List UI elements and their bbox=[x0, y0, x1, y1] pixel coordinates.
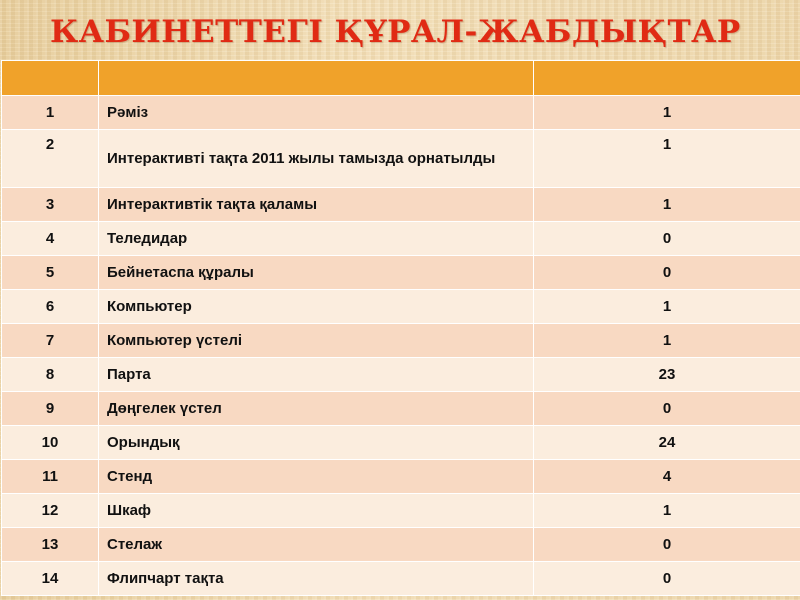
table-row bbox=[2, 426, 800, 460]
item-name: Шкаф bbox=[99, 494, 534, 528]
table-row bbox=[2, 130, 800, 188]
item-name: Рәміз bbox=[99, 96, 534, 130]
table-row bbox=[2, 256, 800, 290]
item-name: Стелаж bbox=[99, 528, 534, 562]
row-number: 7 bbox=[2, 324, 99, 358]
item-name: Стенд bbox=[99, 460, 534, 494]
table-row bbox=[2, 392, 800, 426]
row-number: 4 bbox=[2, 222, 99, 256]
item-name: Интерактивтік тақта қаламы bbox=[99, 188, 534, 222]
header-cell-number bbox=[2, 61, 99, 96]
equipment-table bbox=[1, 60, 800, 596]
item-name: Дөңгелек үстел bbox=[99, 392, 534, 426]
item-name: Теледидар bbox=[99, 222, 534, 256]
row-number: 12 bbox=[2, 494, 99, 528]
item-name: Бейнетаспа құралы bbox=[99, 256, 534, 290]
item-quantity: 1 bbox=[534, 188, 800, 222]
row-number: 3 bbox=[2, 188, 99, 222]
row-number: 5 bbox=[2, 256, 99, 290]
item-quantity: 23 bbox=[534, 358, 800, 392]
table-row bbox=[2, 290, 800, 324]
table-row bbox=[2, 324, 800, 358]
item-quantity: 0 bbox=[534, 256, 800, 290]
item-quantity: 1 bbox=[534, 290, 800, 324]
item-quantity: 1 bbox=[534, 130, 800, 188]
row-number: 13 bbox=[2, 528, 99, 562]
item-quantity: 4 bbox=[534, 460, 800, 494]
item-name: Компьютер bbox=[99, 290, 534, 324]
item-quantity: 24 bbox=[534, 426, 800, 460]
table-row bbox=[2, 188, 800, 222]
header-cell-quantity bbox=[534, 61, 800, 96]
row-number: 10 bbox=[2, 426, 99, 460]
item-quantity: 0 bbox=[534, 528, 800, 562]
table-row bbox=[2, 562, 800, 596]
row-number: 8 bbox=[2, 358, 99, 392]
item-name: Парта bbox=[99, 358, 534, 392]
row-number: 1 bbox=[2, 96, 99, 130]
table-row bbox=[2, 528, 800, 562]
item-quantity: 0 bbox=[534, 392, 800, 426]
item-quantity: 0 bbox=[534, 562, 800, 596]
table-row bbox=[2, 222, 800, 256]
table-row bbox=[2, 96, 800, 130]
item-name: Орындық bbox=[99, 426, 534, 460]
table-row bbox=[2, 358, 800, 392]
item-quantity: 1 bbox=[534, 96, 800, 130]
header-cell-name bbox=[99, 61, 534, 96]
row-number: 2 bbox=[2, 130, 99, 188]
item-quantity: 1 bbox=[534, 494, 800, 528]
row-number: 6 bbox=[2, 290, 99, 324]
table-header-row bbox=[2, 61, 800, 96]
item-name: Компьютер үстелі bbox=[99, 324, 534, 358]
row-number: 9 bbox=[2, 392, 99, 426]
item-quantity: 0 bbox=[534, 222, 800, 256]
item-name: Интерактивті тақта 2011 жылы тамызда орнатылды bbox=[99, 130, 534, 188]
table-row bbox=[2, 494, 800, 528]
row-number: 11 bbox=[2, 460, 99, 494]
item-name: Флипчарт тақта bbox=[99, 562, 534, 596]
table-row bbox=[2, 460, 800, 494]
row-number: 14 bbox=[2, 562, 99, 596]
page-title: КАБИНЕТТЕГІ ҚҰРАЛ-ЖАБДЫҚТАР bbox=[50, 14, 741, 50]
item-quantity: 1 bbox=[534, 324, 800, 358]
